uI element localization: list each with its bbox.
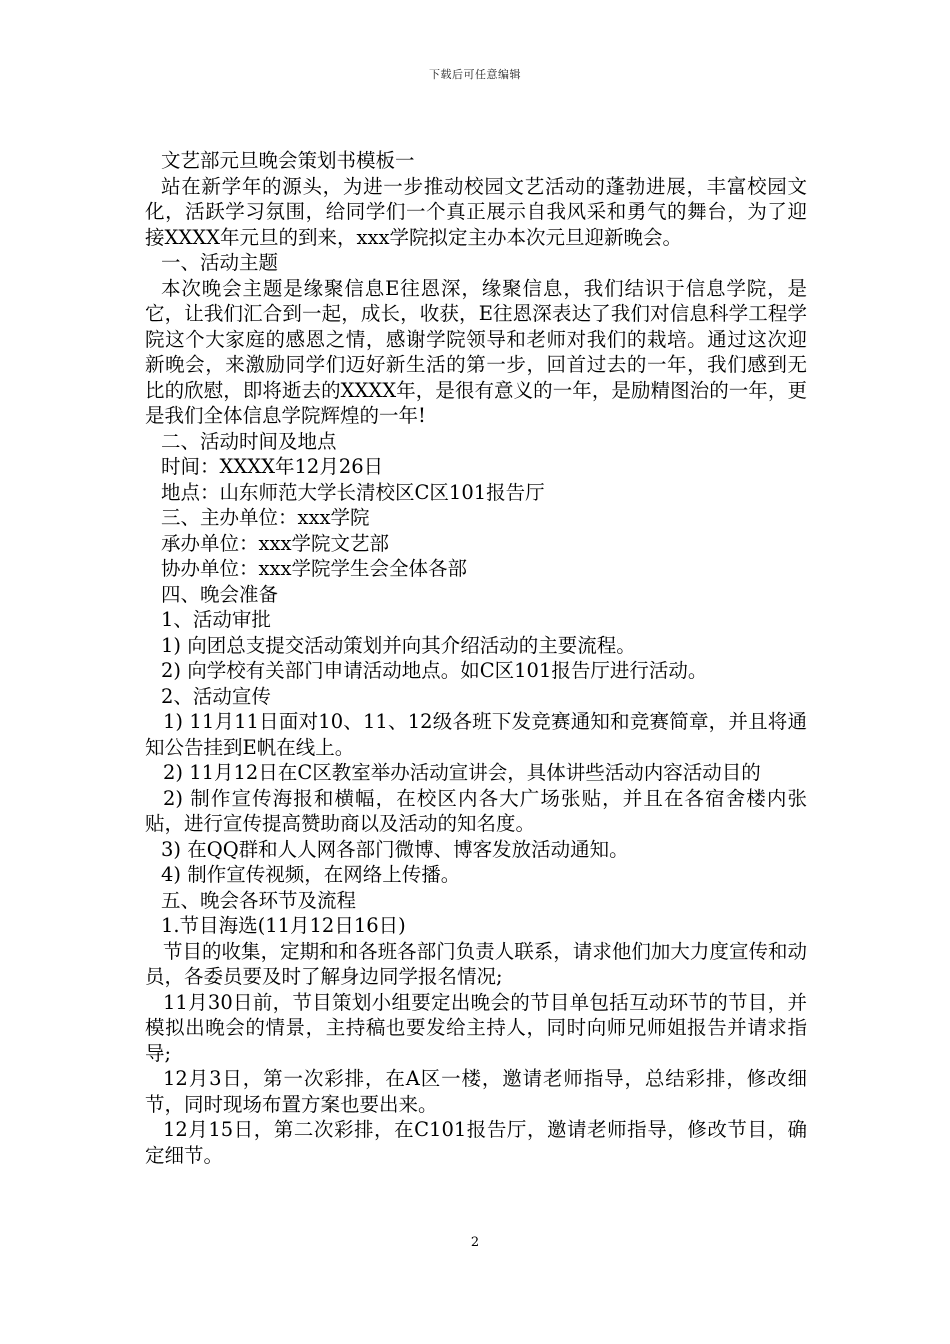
section-heading-time-place: 二、活动时间及地点: [161, 429, 337, 453]
audition-paragraph-1: 节目的收集，定期和和各班各部门负责人联系，请求他们加大力度宣传和动员，各委员要及时了解身边同学报名情况;: [145, 939, 807, 988]
time-line: 时间：XXXX年12月26日: [161, 455, 384, 478]
publicity-item-2: 2) 11月12日在C区教室举办活动宣讲会，具体讲些活动内容活动目的: [163, 761, 761, 784]
audition-paragraph-2: 11月30日前，节目策划小组要定出晚会的节目单包括互动环节的节目，并模拟出晚会的情景，主持稿也要发给主持人，同时向师兄师姐报告并请求指导;: [145, 990, 807, 1065]
publicity-item-1: 1) 11月11日面对10、11、12级各班下发竞赛通知和竞赛简章，并且将通知公告挂到E帆在线上。: [145, 710, 807, 759]
document-body: [145, 148, 807, 1168]
coorganizer-line: 协办单位：xxx学院学生会全体各部: [161, 557, 467, 580]
publicity-item-5: 4) 制作宣传视频，在网络上传播。: [161, 863, 461, 886]
section-heading-host: 三、主办单位：xxx学院: [161, 506, 370, 529]
audition-paragraph-3: 12月3日，第一次彩排，在A区一楼，邀请老师指导，总结彩排，修改细节，同时现场布置方案也要出来。: [145, 1067, 807, 1116]
organizer-line: 承办单位：xxx学院文艺部: [161, 531, 389, 555]
publicity-item-3: 2) 制作宣传海报和横幅，在校区内各大广场张贴，并且在各宿舍楼内张贴，进行宣传提高赞助商以及活动的知名度。: [145, 786, 807, 835]
intro-paragraph: 站在新学年的源头，为进一步推动校园文艺活动的蓬勃进展，丰富校园文化，活跃学习氛围，给同学们一个真正展示自我风采和勇气的舞台，为了迎接XXXX年元旦的到来，xxx学院拟定主办本次元旦迎新晚会。: [145, 174, 807, 249]
section-heading-theme: 一、活动主题: [161, 251, 279, 274]
section-heading-preparation: 四、晚会准备: [161, 582, 279, 606]
page-number: 2: [470, 1235, 480, 1250]
approval-item-1: 1) 向团总支提交活动策划并向其介绍活动的主要流程。: [161, 633, 636, 657]
subheading-approval: 1、活动审批: [161, 608, 271, 631]
document-title: 文艺部元旦晚会策划书模板一: [161, 149, 415, 172]
section-heading-process: 五、晚会各环节及流程: [161, 888, 357, 912]
place-line: 地点：山东师范大学长清校区C区101报告厅: [161, 480, 545, 504]
step-heading-audition: 1.节目海选(11月12日16日): [161, 914, 406, 937]
approval-item-2: 2) 向学校有关部门申请活动地点。如C区101报告厅进行活动。: [161, 659, 708, 682]
audition-paragraph-4: 12月15日，第二次彩排，在C101报告厅，邀请老师指导，修改节目，确定细节。: [145, 1118, 807, 1167]
theme-paragraph: 本次晚会主题是缘聚信息E往恩深，缘聚信息，我们结识于信息学院，是它，让我们汇合到一起，成长，收获，E往恩深表达了我们对信息科学工程学院这个大家庭的感恩之情，感谢学院领导和老师对我们的栽培。通过这次迎新晚会，来激励同学们迈好新生活的第一步，回首过去的一年，我们感到无比的欣慰，即将逝去的XXXX年，是很有意义的一年，是励精图治的一年，更是我们全体信息学院辉煌的一年!: [145, 276, 807, 427]
subheading-publicity: 2、活动宣传: [161, 684, 271, 708]
publicity-item-4: 3) 在QQ群和人人网各部门微博、博客发放活动通知。: [161, 837, 629, 861]
download-note: 下载后可任意编辑: [429, 68, 521, 81]
